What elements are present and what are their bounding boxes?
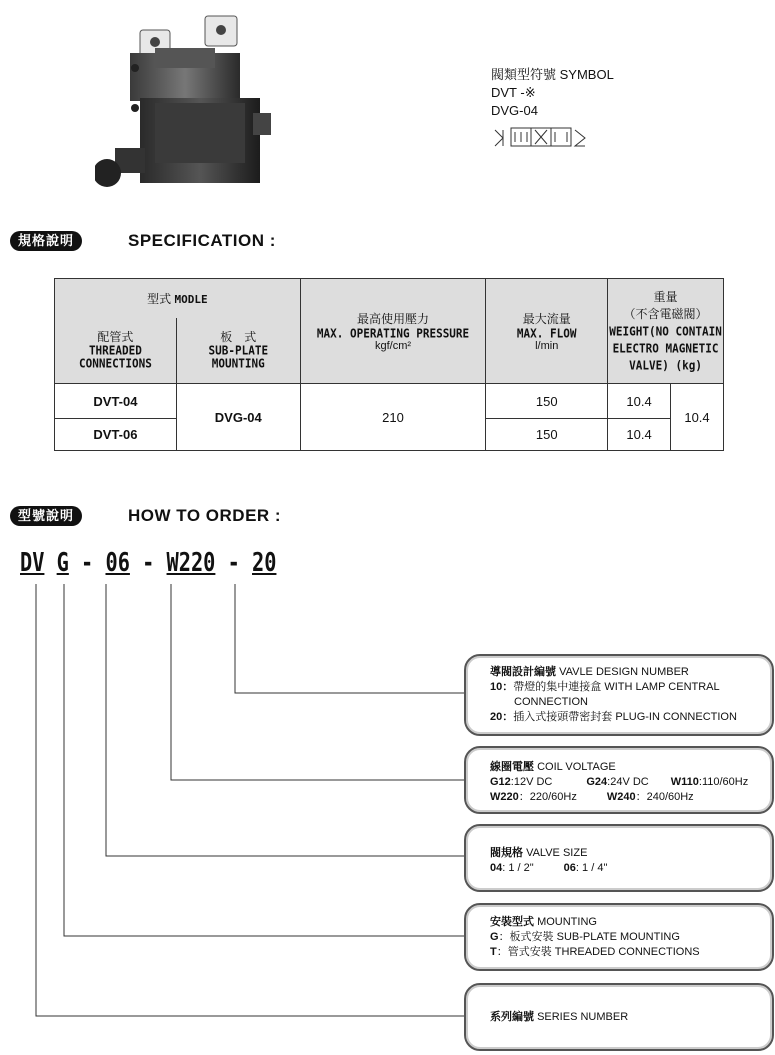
box-mounting: 安裝型式 MOUNTING G：板式安裝 SUB-PLATE MOUNTING T：管式安裝 THREADED CONNECTIONS xyxy=(464,903,774,971)
header-subplate: 板 式 SUB-PLATE MOUNTING xyxy=(176,318,300,384)
row-weight-04: 10.4 xyxy=(608,384,671,419)
row-flow-04: 150 xyxy=(486,384,608,419)
order-code: DV G - 06 - W220 - 20 xyxy=(20,548,277,578)
row-weight-06: 10.4 xyxy=(608,419,671,451)
spec-section-pill: 規格說明 xyxy=(10,231,82,251)
header-flow: 最大流量 MAX. FLOW l/min xyxy=(486,279,608,384)
cell-pressure: 210 xyxy=(300,384,486,451)
row-threaded-04: DVT-04 xyxy=(55,384,177,419)
row-threaded-06: DVT-06 xyxy=(55,419,177,451)
code-design: 20 xyxy=(252,548,277,578)
symbol-title-cn: 閥類型符號 xyxy=(491,67,557,82)
order-section-title: HOW TO ORDER : xyxy=(128,506,282,525)
header-threaded: 配管式 THREADED CONNECTIONS xyxy=(55,318,177,384)
symbol-title-en: SYMBOL xyxy=(559,67,614,82)
box-valve-size: 閥規格 VALVE SIZE 04: 1 / 2" 06: 1 / 4" xyxy=(464,824,774,892)
code-mounting: G xyxy=(56,548,69,578)
order-section-pill: 型號說明 xyxy=(10,506,82,526)
box-series-number: 系列編號 SERIES NUMBER xyxy=(464,983,774,1051)
code-voltage: W220 xyxy=(166,548,216,578)
code-size: 06 xyxy=(105,548,130,578)
symbol-line2: DVG-04 xyxy=(491,103,538,118)
box-design-number: 導閥設計編號 VAVLE DESIGN NUMBER 10：帶燈的集中連接盒 WITH LAMP CENTRAL CONNECTION 20：插入式接頭帶密封套 PLUG-IN CONNECTION xyxy=(464,654,774,736)
symbol-line1: DVT -※ xyxy=(491,85,536,100)
row-flow-06: 150 xyxy=(486,419,608,451)
box-coil-voltage: 線圈電壓 COIL VOLTAGE G12:12V DC G24:24V DC W110:110/60Hz W220：220/60Hz W240：240/60Hz xyxy=(464,746,774,814)
code-series: DV xyxy=(20,548,45,578)
header-type: 型式 MODLE xyxy=(55,279,301,318)
spec-section-title: SPECIFICATION : xyxy=(128,231,276,250)
cell-subplate: DVG-04 xyxy=(176,384,300,451)
header-pressure: 最高使用壓力 MAX. OPERATING PRESSURE kgf/cm² xyxy=(300,279,486,384)
cell-weight-g: 10.4 xyxy=(671,384,724,451)
header-weight: 重量 （不含電磁閥） WEIGHT(NO CONTAIN ELECTRO MAGNETIC VALVE) (kg) xyxy=(608,279,724,384)
